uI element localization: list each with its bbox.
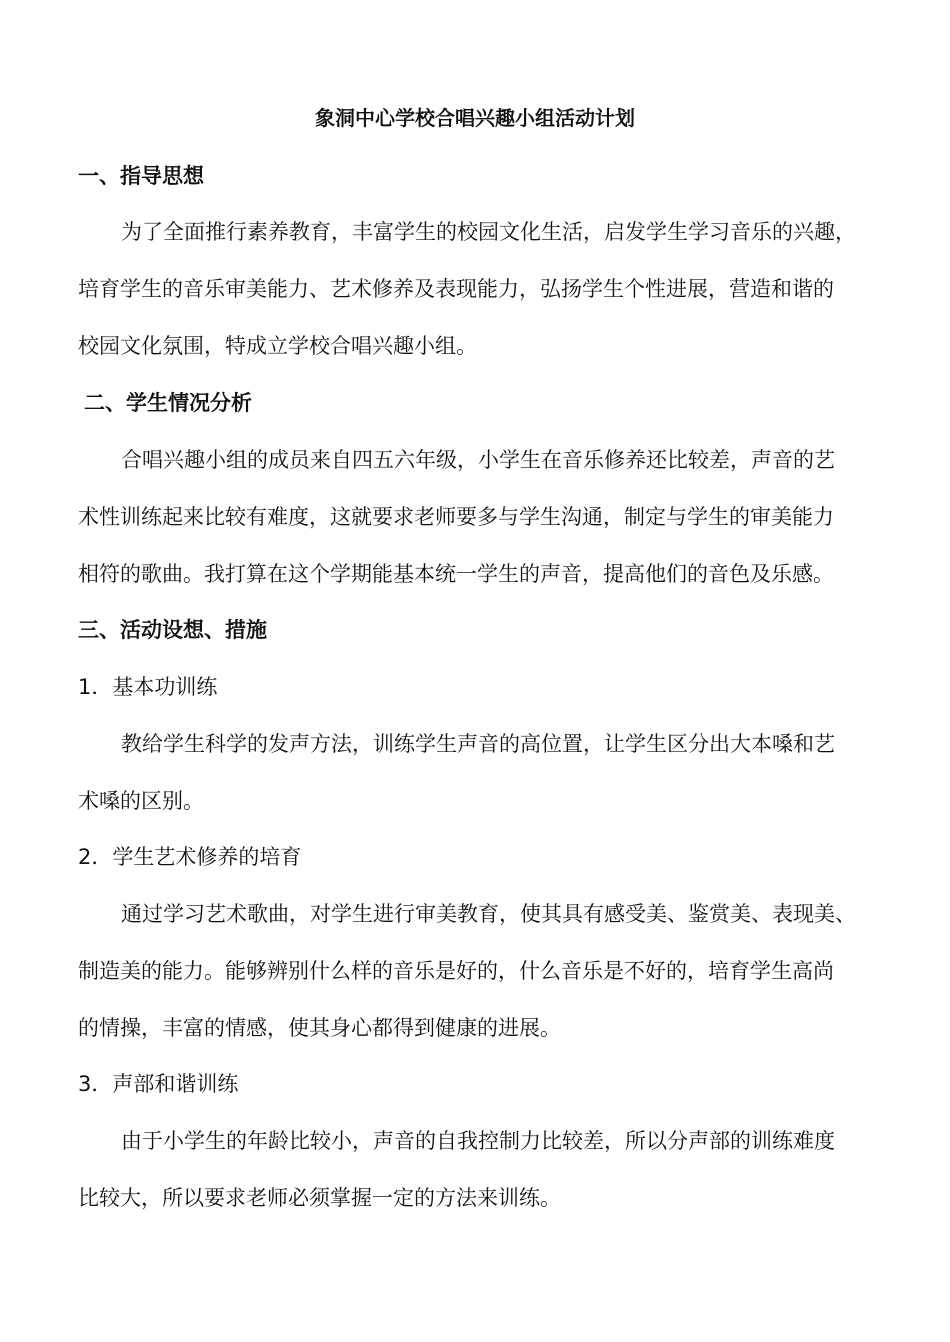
paragraph-line: 由于小学生的年龄比较小，声音的自我控制力比较差，所以分声部的训练难度 (121, 1129, 835, 1153)
section-heading: 三、活动设想、措施 (78, 618, 267, 642)
paragraph-line: 比较大，所以要求老师必须掌握一定的方法来训练。 (78, 1186, 561, 1210)
paragraph-line: 校园文化氛围，特成立学校合唱兴趣小组。 (78, 334, 477, 358)
item-heading: 2．学生艺术修养的培育 (78, 845, 302, 869)
item-heading: 1．基本功训练 (78, 675, 218, 699)
paragraph-line: 的情操，丰富的情感，使其身心都得到健康的进展。 (78, 1016, 561, 1040)
paragraph-line: 教给学生科学的发声方法，训练学生声音的高位置，让学生区分出大本嗓和艺 (121, 732, 835, 756)
paragraph-line: 通过学习艺术歌曲，对学生进行审美教育，使其具有感受美、鉴赏美、表现美、 (121, 902, 856, 926)
paragraph-line: 术性训练起来比较有难度，这就要求老师要多与学生沟通，制定与学生的审美能力 (78, 505, 834, 529)
section-heading: 二、学生情况分析 (84, 391, 252, 415)
paragraph-line: 术嗓的区别。 (78, 789, 204, 813)
item-heading: 3．声部和谐训练 (78, 1072, 239, 1096)
section-heading: 一、指导思想 (78, 164, 204, 188)
paragraph-line: 合唱兴趣小组的成员来自四五六年级，小学生在音乐修养还比较差，声音的艺 (121, 448, 835, 472)
paragraph-line: 为了全面推行素养教育，丰富学生的校园文化生活，启发学生学习音乐的兴趣， (121, 220, 856, 244)
paragraph-line: 相符的歌曲。我打算在这个学期能基本统一学生的声音，提高他们的音色及乐感。 (78, 562, 834, 586)
document-title: 象洞中心学校合唱兴趣小组活动计划 (315, 106, 635, 130)
paragraph-line: 培育学生的音乐审美能力、艺术修养及表现能力，弘扬学生个性进展，营造和谐的 (78, 277, 834, 301)
paragraph-line: 制造美的能力。能够辨别什么样的音乐是好的，什么音乐是不好的，培育学生高尚 (78, 959, 834, 983)
